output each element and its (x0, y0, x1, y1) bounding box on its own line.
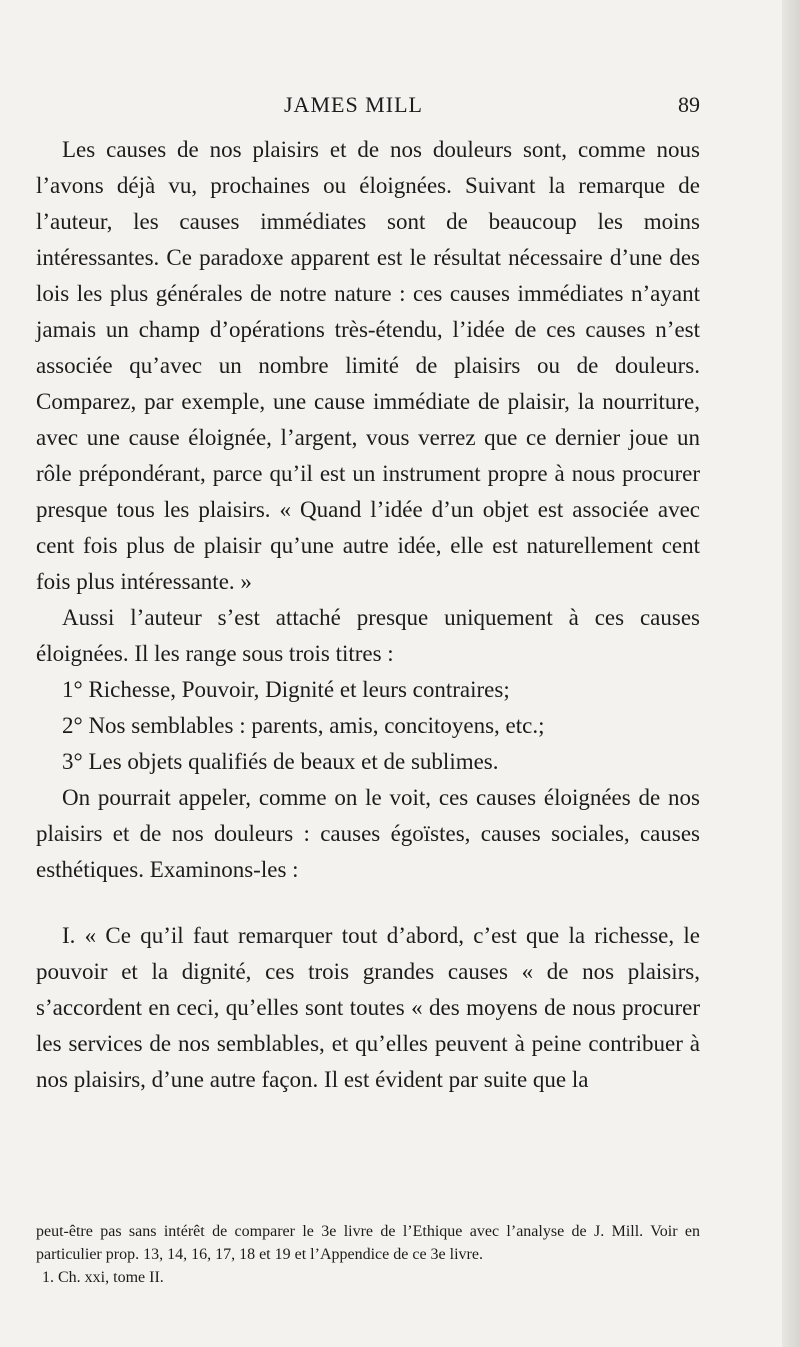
paragraph-causes: Les causes de nos plaisirs et de nos douleurs sont, comme nous l’avons déjà vu, prochaines ou éloignées. Suivant la remarque de l’auteur, les causes immédiates sont de beaucoup les moins intéressantes. Ce paradoxe apparent est le résultat nécessaire d’une des lois les plus générales de notre nature : ces causes immédiates n’ayant jamais un champ d’opérations très-étendu, l’idée de ces causes n’est associée qu’avec un nombre limité de plaisirs ou de douleurs. Comparez, par exemple, une cause immédiate de plaisir, la nourriture, avec une cause éloignée, l’argent, vous verrez que ce dernier joue un rôle prépondérant, parce qu’il est un instrument propre à nous procurer presque tous les plaisirs. « Quand l’idée d’un objet est associée avec cent fois plus de plaisir qu’une autre idée, elle est naturellement cent fois plus intéressante. » (36, 137, 700, 594)
paragraph-categories: On pourrait appeler, comme on le voit, ces causes éloignées de nos plaisirs et de nos douleurs : causes égoïstes, causes sociales, causes esthétiques. Examinons-les : (36, 785, 700, 882)
footnotes (36, 1220, 700, 1289)
running-head: JAMES MILL (284, 92, 423, 117)
page-edge (782, 0, 800, 1347)
paragraph-three-titles: Aussi l’auteur s’est attaché presque uniquement à ces causes éloignées. Il les range sous trois titres : (36, 605, 700, 666)
body-text (36, 132, 700, 1098)
list-item-objets: 3° Les objets qualifiés de beaux et de sublimes. (62, 749, 499, 774)
section-gap (36, 888, 700, 918)
paragraph-section-one: I. « Ce qu’il faut remarquer tout d’abord, c’est que la richesse, le pouvoir et la dignité, ces trois grandes causes « de nos plaisirs, s’accordent en ceci, qu’elles sont toutes « des moyens de nous procurer les services de nos semblables, et qu’elles peuvent à peine contribuer à nos plaisirs, d’une autre façon. Il est évident par suite que la (36, 923, 700, 1092)
footnote-continuation: peut-être pas sans intérêt de comparer le 3e livre de l’Ethique avec l’analyse de J. Mill. Voir en particulier prop. 13, 14, 16, 17, 18 et 19 et l’Appendice de ce 3e livre. (36, 1223, 700, 1263)
footnote-1: 1. Ch. xxi, tome II. (42, 1269, 164, 1286)
page-header (36, 92, 700, 124)
page-number: 89 (678, 92, 700, 117)
list-item-richesse: 1° Richesse, Pouvoir, Dignité et leurs contraires; (62, 677, 510, 702)
list-item-semblables: 2° Nos semblables : parents, amis, concitoyens, etc.; (62, 713, 545, 738)
